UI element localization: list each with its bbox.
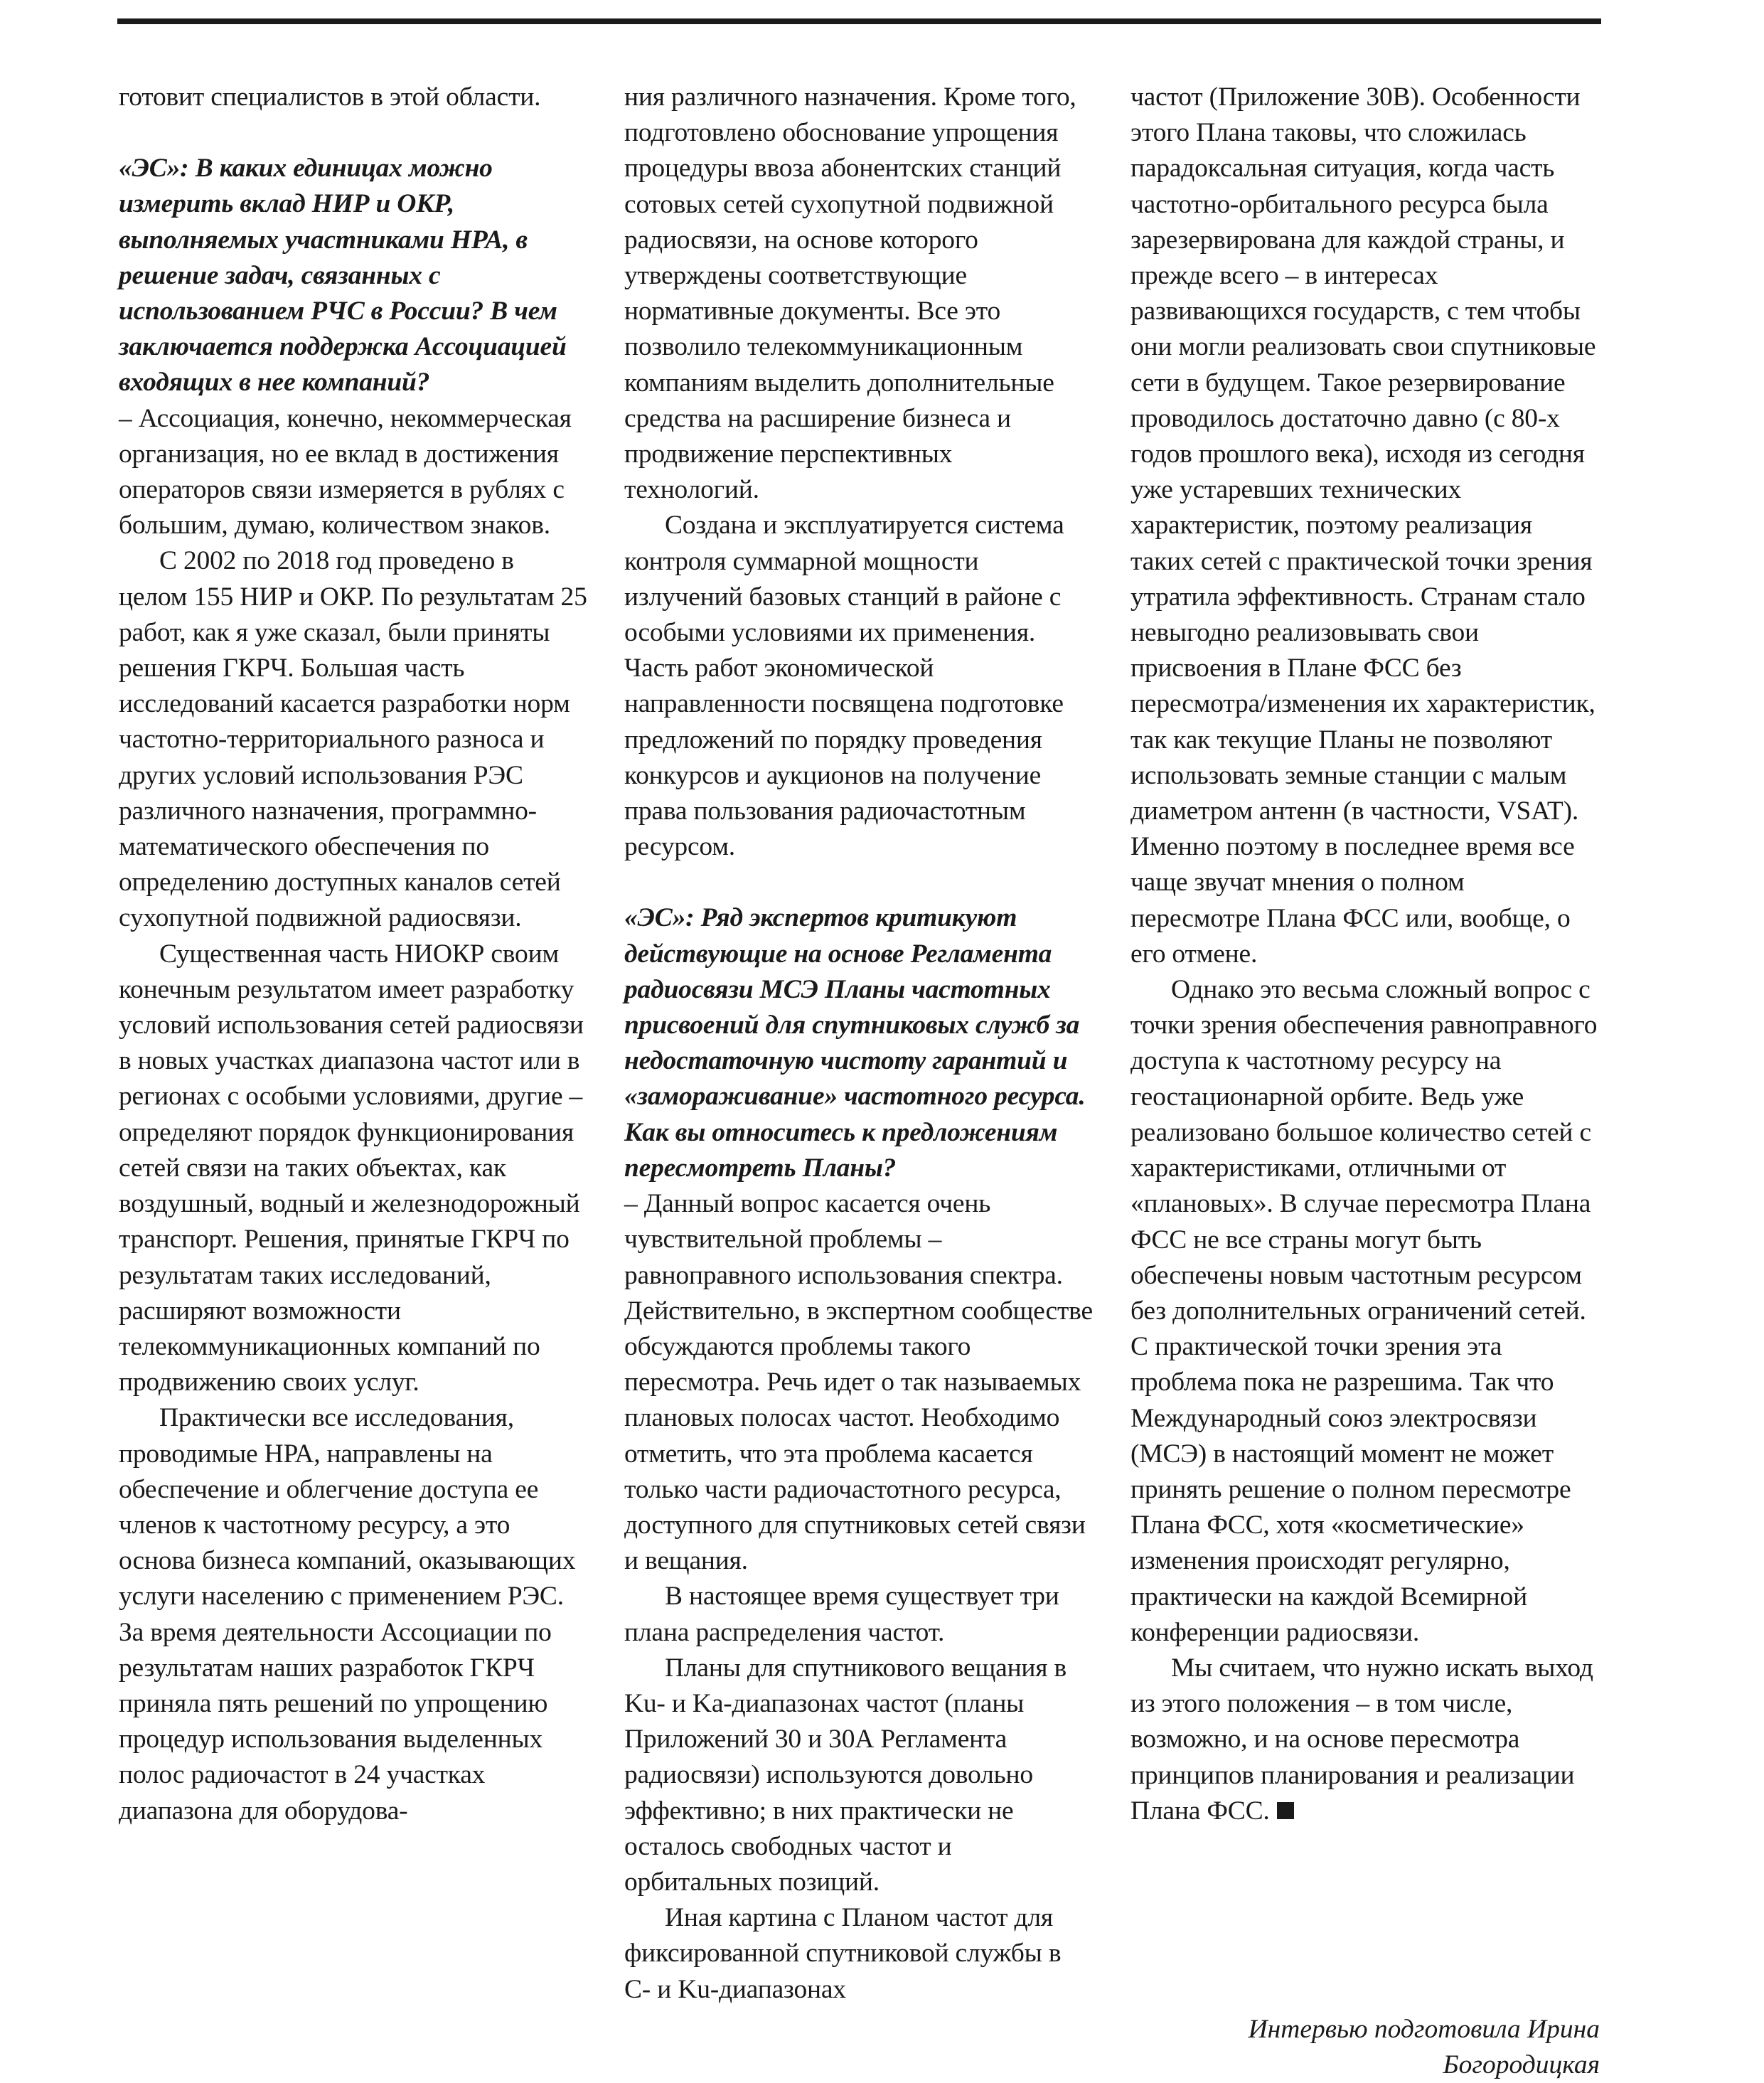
paragraph: Однако это весьма сложный вопрос с точки зрения обеспечения равноправного доступа к частотному ресурсу на геостационарной орбите. Ведь уже реализовано большое количество сетей с характеристиками, отличными от «плановых». В случае пересмотра Плана ФСС не все страны могут быть обеспечены новым частотным ресурсом без дополнительных ограничений сетей. С практической точки зрения эта проблема пока не разрешима. Так что Международный союз электросвязи (МСЭ) в настоящий момент не может принять решение о полном пересмотре Плана ФСС, хотя «косметические» изменения происходят регулярно, практически на каждой Всемирной конференции радиосвязи. [1130,975,1598,1647]
column-3 [1130,80,1600,1829]
paragraph-text: Мы считаем, что нужно искать выход из этого положения – в том числе, возможно, и на основе пересмотра принципов планирования и реализации Плана ФСС. [1130,1653,1593,1826]
signature-line-2: Богородицкая [1443,2050,1600,2080]
paragraph: В настоящее время существует три плана распределения частот. [624,1582,1059,1647]
author-signature [1130,2012,1600,2083]
interview-answer: – Ассоциация, конечно, некоммерческая организация, но ее вклад в достижения операторов связи измеряется в рублях с большим, думаю, количеством знаков. [119,403,572,540]
paragraph: Существенная часть НИОКР своим конечным результатом имеет разработку условий использования сетей радиосвязи в новых участках диапазона частот или в регионах с особыми условиями, другие – определяют порядок функционирования сетей связи на таких объектах, как воздушный, водный и железнодорожный транспорт. Решения, принятые ГКРЧ по результатам таких исследований, расширяют возможности телекоммуникационных компаний по продвижению своих услуг. [119,939,584,1397]
end-of-article-square-icon [1277,1802,1294,1819]
paragraph: С 2002 по 2018 год проведено в целом 155 НИР и ОКР. По результатам 25 работ, как я уже сказал, были приняты решения ГКРЧ. Большая часть исследований касается разработки норм частотно-территориального разноса и других условий использования РЭС различного назначения, программно-математического обеспечения по определению доступных каналов сетей сухопутной подвижной радиосвязи. [119,546,587,933]
paragraph: готовит специалистов в этой области. [119,82,541,112]
paragraph: Практически все исследования, проводимые НРА, направлены на обеспечение и облегчение доступа ее членов к частотному ресурсу, а это основа бизнеса компаний, оказывающих услуги населению с применением РЭС. За время деятельности Ассоциации по результатам наших разработок ГКРЧ приняла пять решений по упрощению процедур использования выделенных полос радиочастот в 24 участках диапазона для оборудова- [119,1403,576,1826]
paragraph: Иная картина с Планом частот для фиксированной спутниковой службы в C- и Ku-диапазонах [624,1903,1062,2004]
paragraph: ния различного назначения. Кроме того, подготовлено обоснование упрощения процедуры ввоза абонентских станций сотовых сетей сухопутной подвижной радиосвязи, на основе которого утверждены соответствующие нормативные документы. Все это позволило телекоммуникационным компаниям выделить дополнительные средства на расширение бизнеса и продвижение перспективных технологий. [624,82,1076,505]
interview-question: «ЭС»: Ряд экспертов критикуют действующие на основе Регламента радиосвязи МСЭ Планы частотных присвоений для спутниковых служб за недостаточную чистоту гарантий и «замораживание» частотного ресурса. Как вы относитесь к предложениям пересмотреть Планы? [624,903,1086,1183]
paragraph: Планы для спутникового вещания в Ku- и Ka-диапазонах частот (планы Приложений 30 и 30А Регламента радиосвязи) используются довольно эффективно; в них практически не осталось свободных частот и орбитальных позиций. [624,1653,1067,1897]
signature-line-1: Интервью подготовила Ирина [1248,2015,1600,2044]
paragraph-final [1130,1651,1600,1829]
paragraph: частот (Приложение 30В). Особенности этого Плана таковы, что сложилась парадоксальная ситуация, когда часть частотно-орбитального ресурса была зарезервирована для каждой страны, и прежде всего – в интересах развивающихся государств, с тем чтобы они могли реализовать свои спутниковые сети в будущем. Такое резервирование проводилось достаточно давно (с 80-х годов прошлого века), исходя из сегодня уже устаревших технических характеристик, поэтому реализация таких сетей с практической точки зрения утратила эффективность. Странам стало невыгодно реализовывать свои присвоения в Плане ФСС без пересмотра/изменения их характеристик, так как текущие Планы не позволяют использовать земные станции с малым диаметром антенн (в частности, VSAT). Именно поэтому в последнее время все чаще звучат мнения о полном пересмотре Плана ФСС или, вообще, о его отмене. [1130,82,1596,969]
column-2 [624,80,1094,2008]
interview-answer: – Данный вопрос касается очень чувствительной проблемы – равноправного использования спектра. Действительно, в экспертном сообществе обсуждаются проблемы такого пересмотра. Речь идет о так называемых плановых полосах частот. Необходимо отметить, что эта проблема касается только части радиочастотного ресурса, доступного для спутниковых сетей связи и вещания. [624,1189,1093,1576]
interview-question: «ЭС»: В каких единицах можно измерить вклад НИР и ОКР, выполняемых участниками НРА, в решение задач, связанных с использованием РЧС в России? В чем заключается поддержка Ассоциацией входящих в нее компаний? [119,154,567,398]
paragraph: Создана и эксплуатируется система контроля суммарной мощности излучений базовых станций в районе с особыми условиями их применения. Часть работ экономической направленности посвящена подготовке предложений по порядку проведения конкурсов и аукционов на получение права пользования радиочастотным ресурсом. [624,511,1064,862]
top-rule [117,18,1601,24]
column-1 [119,80,588,1829]
